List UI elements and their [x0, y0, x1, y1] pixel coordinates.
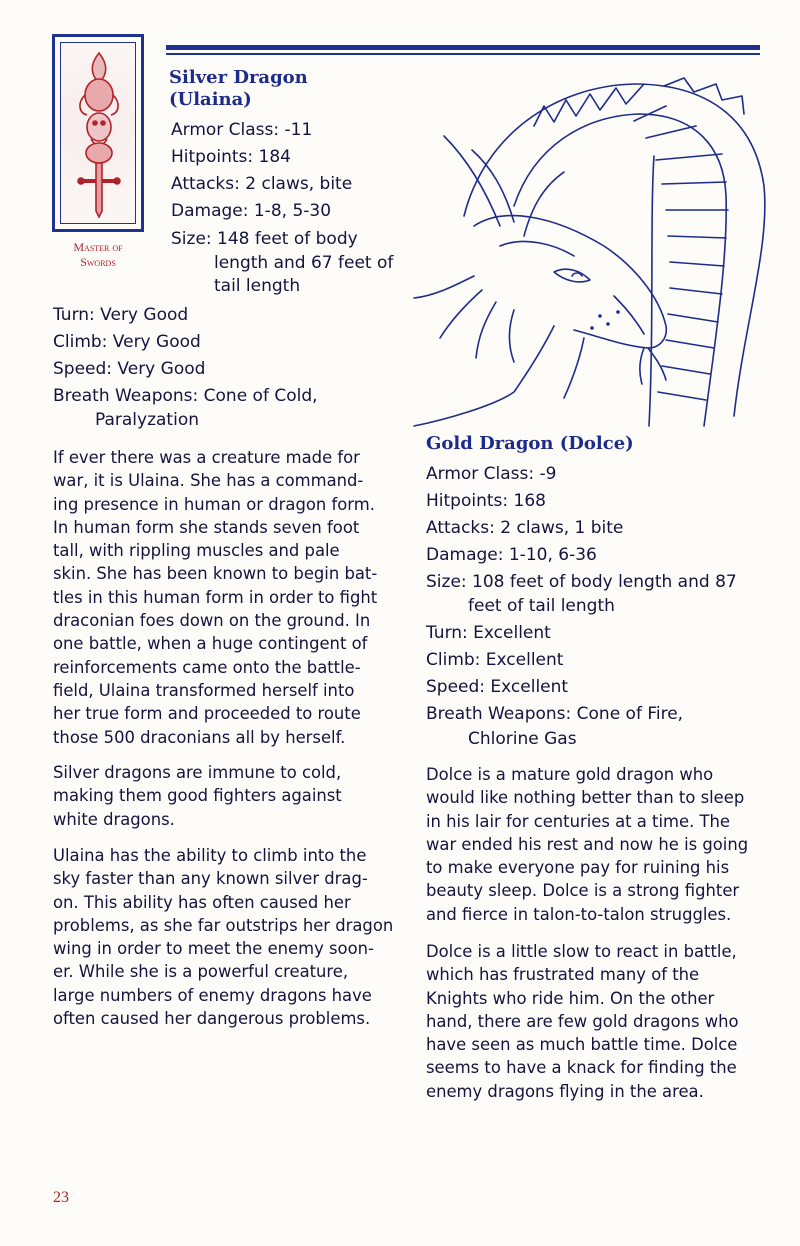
silver-hitpoints: Hitpoints: 184	[171, 147, 291, 167]
gold-speed: Speed: Excellent	[426, 677, 569, 697]
gold-paragraph-1	[426, 763, 748, 926]
text-line: in his lair for centuries at a time. The	[426, 811, 730, 831]
silver-dragon-title-line2: (Ulaina)	[169, 89, 252, 110]
text-line: one battle, when a huge contingent of	[53, 634, 368, 654]
header-rule-thick	[166, 45, 760, 50]
text-line: which has frustrated many of the	[426, 965, 700, 985]
gold-attacks: Attacks: 2 claws, 1 bite	[426, 518, 624, 538]
text-line: to make everyone pay for ruining his	[426, 858, 730, 878]
silver-size-cont1: length and 67 feet of	[214, 253, 394, 273]
emblem-caption-line2: Swords	[80, 255, 116, 269]
text-line: Dolce is a mature gold dragon who	[426, 765, 714, 784]
text-line: sky faster than any known silver drag-	[53, 869, 368, 889]
text-line: Silver dragons are immune to cold,	[53, 763, 342, 782]
text-line: field, Ulaina transformed herself into	[53, 680, 355, 700]
silver-breath-weapons: Breath Weapons: Cone of Cold,	[53, 386, 318, 406]
gold-turn: Turn: Excellent	[426, 623, 551, 643]
gold-armor-class: Armor Class: -9	[426, 464, 557, 484]
text-line: hand, there are few gold dragons who	[426, 1011, 739, 1031]
emblem-caption-line1: Master of	[73, 240, 123, 254]
silver-damage: Damage: 1-8, 5-30	[171, 201, 332, 221]
gold-dragon-title: Gold Dragon (Dolce)	[426, 433, 634, 454]
text-line: tles in this human form in order to fight	[53, 587, 378, 607]
text-line: enemy dragons flying in the area.	[426, 1081, 704, 1101]
gold-size: Size: 108 feet of body length and 87	[426, 572, 737, 592]
emblem-caption	[42, 240, 154, 270]
text-line: draconian foes down on the ground. In	[53, 611, 371, 631]
text-line: problems, as she far outstrips her dragon	[53, 915, 394, 935]
text-line: wing in order to meet the enemy soon-	[53, 939, 374, 959]
silver-size: Size: 148 feet of body	[171, 229, 358, 249]
silver-armor-class: Armor Class: -11	[171, 120, 313, 140]
text-line: on. This ability has often caused her	[53, 892, 351, 912]
gold-paragraph-2	[426, 940, 739, 1103]
text-line: her true form and proceeded to route	[53, 704, 361, 724]
sword-emblem	[60, 42, 136, 224]
gold-climb: Climb: Excellent	[426, 650, 564, 670]
silver-breath-weapons-cont: Paralyzation	[95, 410, 200, 430]
silver-turn: Turn: Very Good	[53, 305, 189, 325]
gold-breath-weapons-cont: Chlorine Gas	[468, 729, 577, 749]
text-line: large numbers of enemy dragons have	[53, 985, 372, 1005]
text-line: beauty sleep. Dolce is a strong fighter	[426, 881, 740, 901]
text-line: er. While she is a powerful creature,	[53, 962, 349, 982]
silver-dragon-title	[169, 67, 419, 111]
text-line: those 500 draconians all by herself.	[53, 727, 346, 747]
silver-paragraph-2	[53, 761, 342, 831]
text-line: ing presence in human or dragon form.	[53, 494, 375, 514]
gold-damage: Damage: 1-10, 6-36	[426, 545, 597, 565]
text-line: Ulaina has the ability to climb into the	[53, 846, 367, 865]
text-line: reinforcements came onto the battle-	[53, 657, 361, 677]
text-line: Knights who ride him. On the other	[426, 988, 715, 1008]
text-line: In human form she stands seven foot	[53, 517, 360, 537]
silver-speed: Speed: Very Good	[53, 359, 206, 379]
text-line: seems to have a knack for finding the	[426, 1058, 737, 1078]
text-line: have seen as much battle time. Dolce	[426, 1035, 738, 1055]
text-line: would like nothing better than to sleep	[426, 788, 745, 808]
gold-size-cont: feet of tail length	[468, 596, 615, 616]
text-line: Dolce is a little slow to react in battle,	[426, 942, 737, 961]
text-line: skin. She has been known to begin bat-	[53, 564, 378, 584]
gold-breath-weapons: Breath Weapons: Cone of Fire,	[426, 704, 684, 724]
text-line: and fierce in talon-to-talon struggles.	[426, 904, 732, 924]
silver-dragon-title-line1: Silver Dragon	[169, 67, 308, 88]
emblem-frame	[52, 34, 144, 232]
silver-climb: Climb: Very Good	[53, 332, 201, 352]
silver-paragraph-1	[53, 446, 377, 749]
sword-icon	[61, 43, 137, 225]
page-number: 23	[53, 1189, 69, 1206]
text-line: If ever there was a creature made for	[53, 448, 360, 467]
silver-size-cont2: tail length	[214, 276, 301, 296]
text-line: tall, with rippling muscles and pale	[53, 541, 340, 561]
silver-paragraph-3	[53, 844, 393, 1030]
gold-dragon-illustration	[404, 76, 776, 432]
text-line: war ended his rest and now he is going	[426, 834, 749, 854]
text-line: war, it is Ulaina. She has a command-	[53, 471, 364, 491]
text-line: making them good fighters against	[53, 786, 342, 806]
silver-attacks: Attacks: 2 claws, bite	[171, 174, 353, 194]
gold-hitpoints: Hitpoints: 168	[426, 491, 546, 511]
header-rule-thin	[166, 53, 760, 55]
text-line: often caused her dangerous problems.	[53, 1009, 371, 1029]
text-line: white dragons.	[53, 809, 175, 829]
